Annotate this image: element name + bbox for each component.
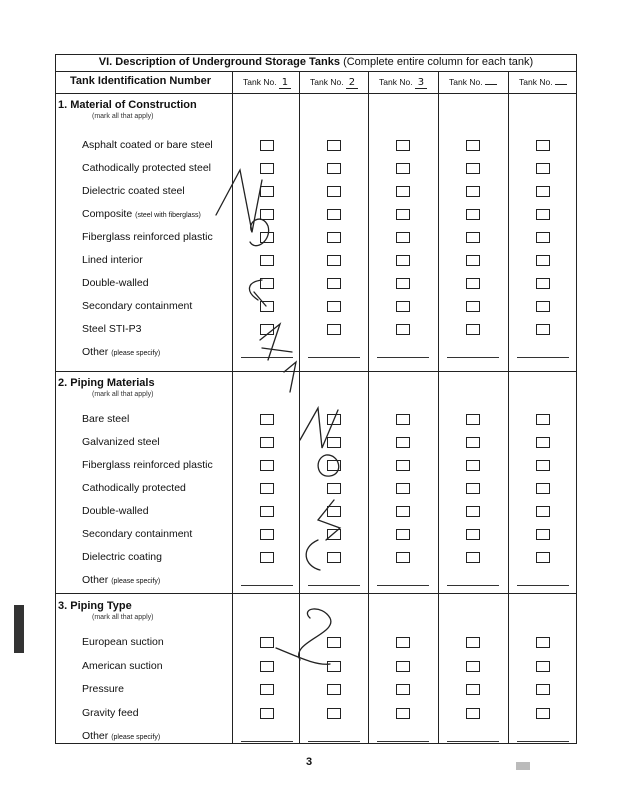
checkbox[interactable] <box>396 186 410 197</box>
checkbox[interactable] <box>536 255 550 266</box>
checkbox[interactable] <box>396 460 410 471</box>
corner-mark <box>516 762 530 770</box>
column-divider <box>438 71 439 743</box>
tank-prefix: Tank No. <box>449 77 485 87</box>
checkbox[interactable] <box>396 301 410 312</box>
checkbox[interactable] <box>260 684 274 695</box>
checkbox[interactable] <box>327 552 341 563</box>
item-label <box>82 185 185 197</box>
checkbox[interactable] <box>260 163 274 174</box>
checkbox[interactable] <box>327 301 341 312</box>
column-divider <box>368 71 369 743</box>
tank-number[interactable] <box>485 84 497 85</box>
checkbox[interactable] <box>327 529 341 540</box>
item-label-text: Pressure <box>82 683 125 695</box>
other-specify-line[interactable] <box>447 741 499 742</box>
checkbox[interactable] <box>396 506 410 517</box>
checkbox[interactable] <box>536 209 550 220</box>
tank-prefix: Tank No. <box>243 77 279 87</box>
checkbox[interactable] <box>396 232 410 243</box>
other-specify-line[interactable] <box>447 585 499 586</box>
checkbox[interactable] <box>466 483 480 494</box>
checkbox[interactable] <box>260 529 274 540</box>
item-label-text: Steel STI-P3 <box>82 323 142 335</box>
item-label <box>82 254 143 266</box>
checkbox[interactable] <box>327 324 341 335</box>
checkbox[interactable] <box>260 209 274 220</box>
checkbox[interactable] <box>466 278 480 289</box>
checkbox[interactable] <box>536 506 550 517</box>
item-label-text: Dielectric coated steel <box>82 185 185 197</box>
other-specify-line[interactable] <box>377 585 429 586</box>
checkbox[interactable] <box>327 255 341 266</box>
checkbox[interactable] <box>396 684 410 695</box>
item-label <box>82 636 164 648</box>
checkbox[interactable] <box>396 140 410 151</box>
tank-number[interactable]: 3 <box>415 78 427 89</box>
checkbox[interactable] <box>396 324 410 335</box>
section-title: 3. Piping Type <box>58 600 132 612</box>
item-label <box>82 528 192 540</box>
checkbox[interactable] <box>466 506 480 517</box>
checkbox[interactable] <box>396 708 410 719</box>
tank-prefix: Tank No. <box>519 77 555 87</box>
section-separator <box>56 593 576 594</box>
item-label <box>82 505 149 517</box>
tank-prefix: Tank No. <box>310 77 346 87</box>
checkbox[interactable] <box>327 637 341 648</box>
checkbox[interactable] <box>327 684 341 695</box>
other-specify-line[interactable] <box>377 741 429 742</box>
other-specify-line[interactable] <box>517 357 569 358</box>
checkbox[interactable] <box>536 637 550 648</box>
tank-header-3 <box>368 71 438 93</box>
checkbox[interactable] <box>260 460 274 471</box>
tank-number[interactable] <box>555 84 567 85</box>
checkbox[interactable] <box>536 186 550 197</box>
checkbox[interactable] <box>260 483 274 494</box>
checkbox[interactable] <box>260 324 274 335</box>
item-label-text: European suction <box>82 636 164 648</box>
tank-header-1 <box>232 71 302 93</box>
checkbox[interactable] <box>396 209 410 220</box>
item-label-text: Other <box>82 574 112 586</box>
checkbox[interactable] <box>536 708 550 719</box>
checkbox[interactable] <box>396 637 410 648</box>
checkbox[interactable] <box>466 414 480 425</box>
item-label-note: (steel with fiberglass) <box>135 212 201 219</box>
checkbox[interactable] <box>260 414 274 425</box>
checkbox[interactable] <box>466 186 480 197</box>
item-label <box>82 482 186 494</box>
checkbox[interactable] <box>466 637 480 648</box>
checkbox[interactable] <box>466 163 480 174</box>
other-specify-line[interactable] <box>308 357 360 358</box>
tank-header-4 <box>438 71 508 93</box>
item-label-text: Secondary containment <box>82 300 193 312</box>
checkbox[interactable] <box>327 460 341 471</box>
form-title: VI. Description of Underground Storage Tanks <box>98 56 340 68</box>
other-specify-line[interactable] <box>241 585 293 586</box>
checkbox[interactable] <box>466 301 480 312</box>
section-note: (mark all that apply) <box>92 614 154 621</box>
checkbox[interactable] <box>396 278 410 289</box>
item-label <box>82 436 160 448</box>
item-label-text: Asphalt coated or bare steel <box>82 139 213 151</box>
checkbox[interactable] <box>396 255 410 266</box>
checkbox[interactable] <box>466 661 480 672</box>
item-label <box>82 323 142 335</box>
checkbox[interactable] <box>536 301 550 312</box>
section-title: 1. Material of Construction <box>58 99 197 111</box>
checkbox[interactable] <box>466 209 480 220</box>
checkbox[interactable] <box>466 255 480 266</box>
checkbox[interactable] <box>396 414 410 425</box>
checkbox[interactable] <box>536 483 550 494</box>
item-label <box>82 162 211 174</box>
checkbox[interactable] <box>396 483 410 494</box>
tank-header-row <box>56 71 576 94</box>
checkbox[interactable] <box>327 232 341 243</box>
checkbox[interactable] <box>327 483 341 494</box>
other-specify-line[interactable] <box>241 357 293 358</box>
checkbox[interactable] <box>466 140 480 151</box>
item-label <box>82 551 162 563</box>
checkbox[interactable] <box>260 140 274 151</box>
checkbox[interactable] <box>536 163 550 174</box>
item-label-note: (please specify) <box>111 734 161 741</box>
item-label-text: Cathodically protected <box>82 482 186 494</box>
checkbox[interactable] <box>327 708 341 719</box>
checkbox[interactable] <box>327 506 341 517</box>
item-label <box>82 707 139 719</box>
checkbox[interactable] <box>260 232 274 243</box>
checkbox[interactable] <box>260 708 274 719</box>
form-title-note: (Complete entire column for each tank) <box>343 56 534 68</box>
checkbox[interactable] <box>536 437 550 448</box>
item-label <box>82 459 213 471</box>
item-label <box>82 683 124 695</box>
item-label <box>82 413 129 425</box>
item-label-text: Double-walled <box>82 277 149 289</box>
ust-description-form <box>55 54 577 744</box>
checkbox[interactable] <box>260 437 274 448</box>
checkbox[interactable] <box>327 186 341 197</box>
margin-stamp <box>14 605 24 653</box>
checkbox[interactable] <box>260 255 274 266</box>
item-label-text: Secondary containment <box>82 528 193 540</box>
section-title: 2. Piping Materials <box>58 377 155 389</box>
item-label <box>82 139 213 151</box>
item-label <box>82 574 160 586</box>
checkbox[interactable] <box>260 278 274 289</box>
checkbox[interactable] <box>536 684 550 695</box>
checkbox[interactable] <box>466 684 480 695</box>
checkbox[interactable] <box>396 529 410 540</box>
checkbox[interactable] <box>260 186 274 197</box>
page-number: 3 <box>305 756 313 768</box>
item-label <box>82 660 163 672</box>
checkbox[interactable] <box>260 637 274 648</box>
item-label-text: Galvanized steel <box>82 436 160 448</box>
checkbox[interactable] <box>327 437 341 448</box>
checkbox[interactable] <box>466 232 480 243</box>
checkbox[interactable] <box>536 140 550 151</box>
tank-prefix: Tank No. <box>379 77 415 87</box>
checkbox[interactable] <box>260 301 274 312</box>
other-specify-line[interactable] <box>447 357 499 358</box>
item-label-text: Double-walled <box>82 505 149 517</box>
item-label-text: Fiberglass reinforced plastic <box>82 459 213 471</box>
checkbox[interactable] <box>536 529 550 540</box>
checkbox[interactable] <box>396 437 410 448</box>
checkbox[interactable] <box>260 661 274 672</box>
other-specify-line[interactable] <box>517 585 569 586</box>
checkbox[interactable] <box>536 324 550 335</box>
column-divider <box>508 71 509 743</box>
item-label <box>82 277 149 289</box>
item-label-text: Bare steel <box>82 413 130 425</box>
checkbox[interactable] <box>536 232 550 243</box>
item-label-text: American suction <box>82 659 163 672</box>
other-specify-line[interactable] <box>241 741 293 742</box>
section-separator <box>56 371 576 372</box>
checkbox[interactable] <box>260 506 274 517</box>
item-label-note: (please specify) <box>111 350 161 357</box>
checkbox[interactable] <box>536 552 550 563</box>
item-label-text: Cathodically protected steel <box>82 162 211 174</box>
tank-header-2 <box>299 71 369 93</box>
checkbox[interactable] <box>466 324 480 335</box>
checkbox[interactable] <box>327 163 341 174</box>
section-note: (mark all that apply) <box>92 113 154 120</box>
item-label <box>82 300 192 312</box>
checkbox[interactable] <box>327 414 341 425</box>
column-divider <box>299 71 300 743</box>
form-title-row <box>56 55 576 72</box>
item-label-text: Other <box>82 730 112 742</box>
item-label-text: Fiberglass reinforced plastic <box>82 231 213 243</box>
other-specify-line[interactable] <box>517 741 569 742</box>
checkbox[interactable] <box>536 661 550 672</box>
item-label-text: Composite <box>82 208 136 220</box>
item-label-text: Lined interior <box>82 254 143 266</box>
item-label-note: (please specify) <box>111 578 161 585</box>
other-specify-line[interactable] <box>308 585 360 586</box>
checkbox[interactable] <box>466 460 480 471</box>
checkbox[interactable] <box>327 209 341 220</box>
checkbox[interactable] <box>260 552 274 563</box>
checkbox[interactable] <box>466 529 480 540</box>
checkbox[interactable] <box>466 708 480 719</box>
checkbox[interactable] <box>466 552 480 563</box>
checkbox[interactable] <box>327 278 341 289</box>
checkbox[interactable] <box>327 661 341 672</box>
tank-number[interactable]: 1 <box>279 78 291 89</box>
checkbox[interactable] <box>536 460 550 471</box>
item-label <box>82 346 160 358</box>
item-label <box>82 730 160 742</box>
column-divider <box>232 71 233 743</box>
item-label-text: Gravity feed <box>82 706 139 719</box>
tank-header-5 <box>508 71 578 93</box>
checkbox[interactable] <box>536 278 550 289</box>
tank-number[interactable]: 2 <box>346 78 358 89</box>
checkbox[interactable] <box>327 140 341 151</box>
checkbox[interactable] <box>396 163 410 174</box>
checkbox[interactable] <box>466 437 480 448</box>
checkbox[interactable] <box>536 414 550 425</box>
tank-id-label: Tank Identification Number <box>70 75 211 87</box>
other-specify-line[interactable] <box>308 741 360 742</box>
section-note: (mark all that apply) <box>92 391 154 398</box>
item-label-text: Dielectric coating <box>82 551 162 563</box>
other-specify-line[interactable] <box>377 357 429 358</box>
item-label-text: Other <box>82 346 112 358</box>
item-label <box>82 208 201 220</box>
item-label <box>82 231 213 243</box>
checkbox[interactable] <box>396 552 410 563</box>
checkbox[interactable] <box>396 661 410 672</box>
